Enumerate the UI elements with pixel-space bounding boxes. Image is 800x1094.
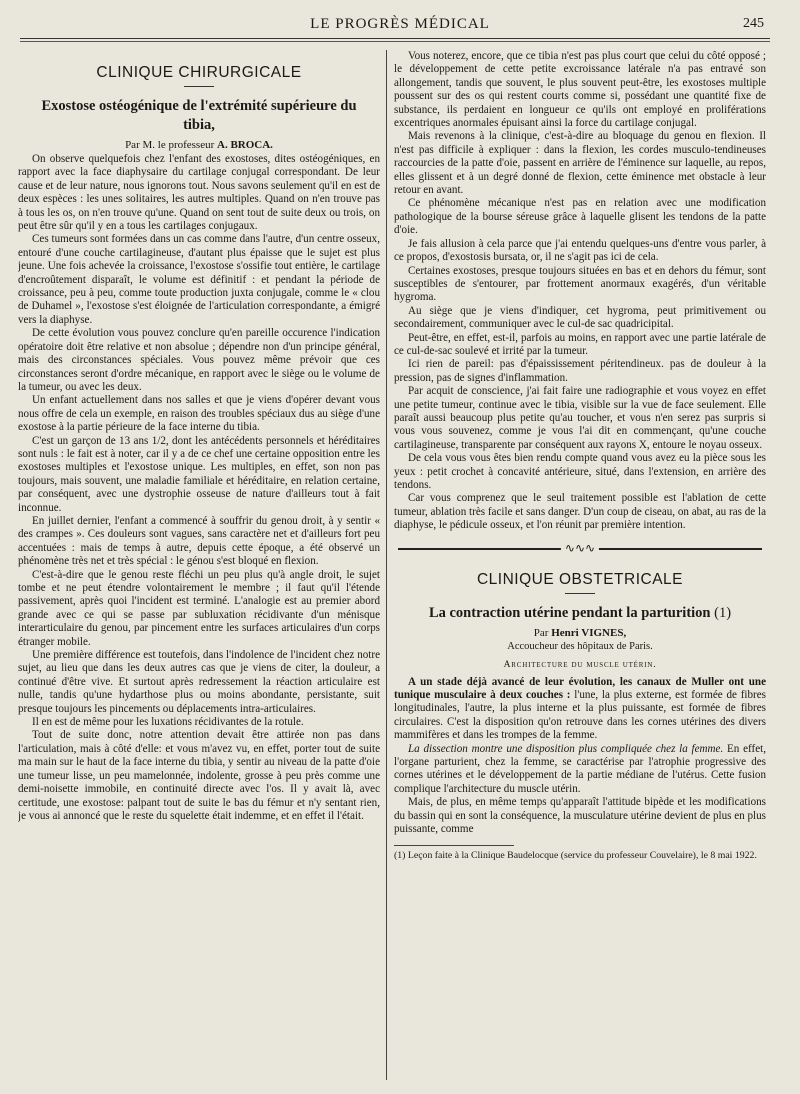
lead-rest: l'une, la plus externe, est formée de fibres longitudinales, l'autre, la plus interne et la plus puissante, est formée de fibres circulaires. C'est la disposition qu'on retrouve dans les cornes utérines des divers mammifères et dans les trompes de la femme.	[394, 689, 766, 742]
article-title-text: La contraction utérine pendant la parturition	[428, 604, 711, 621]
column-divider	[386, 50, 387, 1080]
footnote: (1) Leçon faite à la Clinique Baudelocque (service du professeur Couvelaire), le 8 mai 1922.	[394, 849, 757, 861]
byline-prefix: Par M. le professeur	[125, 139, 215, 151]
section-rule	[565, 593, 595, 594]
italic-rest: En effet, l'organe parturient, chez la femme, se caractérise par l'atrophie progressive des cornes utérines et le développement de la partie médiane de l'utérus. Cette fusion complique l'architecture du muscle utérin.	[394, 742, 766, 795]
byline-vignes	[394, 627, 766, 639]
page-number: 245	[743, 16, 764, 31]
byline-broca	[18, 139, 380, 151]
article-body-left	[18, 153, 380, 823]
author-name: A. BROCA.	[217, 139, 273, 151]
footnote-rule	[394, 845, 514, 846]
paragraph	[394, 743, 766, 797]
paragraph: C'est-à-dire que le genou reste fléchi un peu plus qu'à angle droit, le sujet tombe et ne peut étendre volontairement le membre ; il faut qu'il l'étende passivement, après quoi l'incident est terminé. L'analogie est au premier abord grande avec ce qui se passe par subluxation récidivante d'un ménisque interarticulaire du genou, par pincement entre les surfaces articulaires d'un corps étranger mobile.	[18, 568, 380, 648]
header-rule	[20, 38, 770, 39]
paragraph: Au siège que je viens d'indiquer, cet hygroma, peut primitivement ou secondairement, communiquer avec le cul-de sac quadricipital.	[394, 304, 766, 331]
paragraph: Par acquit de conscience, j'ai fait faire une radiographie et vous voyez en effet une petite tumeur, continue avec le tibia, visible sur la vue de face seulement. Elle paraît aussi beaucoup plus petite qu'au toucher, et vous n'en serez pas surpris si vous vous souvenez, comme je vous l'ai dit en commençant, qu'une couche cartilagineuse, transparente par conséquent aux rayons X, entoure le noyau osseux.	[394, 385, 766, 451]
paragraph: Ces tumeurs sont formées dans un cas comme dans l'autre, d'un centre osseux, entouré d'une couche cartilagineuse, d'autant plus épaisse que le sujet est plus jeune. Une fois achevée la croissance, l'exostose s'ossifie tout entière, le cartilage d'encroûtement disparaît, le volume est définitif : et pendant la période de croissance, peu à peu, comme toute production juxta conjugale, comme le « clou de Duhamel », l'exostose s'est éloignée de l'articulation correspondante, a émigré vers la diaphyse.	[18, 233, 380, 326]
italic-lead: La dissection montre une disposition plus compliquée chez la femme.	[408, 742, 724, 755]
paragraph: On observe quelquefois chez l'enfant des exostoses, dites ostéogéniques, en rapport avec la face diaphysaire du cartilage conjugal correspondant. De leur cause et de leur nature, nous ignorons tout. Nous savons seulement qu'il en est de deux espèces : les unes solitaires, les autres multiples. Quand on n'en trouve pas à tous les os, on n'en trouve qu'une. Quand on sent tout de suite deux ou trois, on peut être sûr qu'il y en a tous les cartilages conjugaux.	[18, 153, 380, 233]
paragraph: Ce phénomène mécanique n'est pas en relation avec une modification pathologique de la bourse séreuse grâce à laquelle glisent les tendons de la patte d'oie.	[394, 197, 766, 237]
section-heading-chirurgicale: CLINIQUE CHIRURGICALE	[96, 64, 302, 81]
paragraph: En juillet dernier, l'enfant a commencé à souffrir du genou droit, à y sentir « des crampes ». Ces douleurs sont vagues, sans caractère net et d'ailleurs fort peu accentuées : mais de temps à autre, depuis cette époque, a été observé un phénomène très net et très spécial : le génou s'est bloqué en flexion.	[18, 514, 380, 568]
paragraph: Mais revenons à la clinique, c'est-à-dire au bloquage du genou en flexion. Il n'est pas difficile à expliquer : dans la flexion, les cordes musculo-tendineuses raccourcies de la patte d'oie, passent en arrière de l'éminence sur laquelle, au repos, elles glissent et à un degré donné de flexion, cette éminence met obstacle à leur retour en avant.	[394, 130, 766, 197]
subsection-heading: Architecture du muscle utérin.	[503, 659, 657, 670]
byline-prefix: Par	[533, 626, 549, 639]
swash-ornament-icon: ∿∿∿	[561, 541, 599, 556]
journal-title: LE PROGRÈS MÉDICAL	[310, 16, 490, 32]
footnote-marker: (1)	[714, 604, 732, 621]
section-rule	[184, 86, 214, 87]
paragraph: Mais, de plus, en même temps qu'apparaît l'attitude bipède et les modifications du bassin qui en sont la conséquence, la musculature utérine devient de plus en plus puissante, comme	[394, 796, 766, 836]
paragraph: Peut-être, en effet, est-il, parfois au moins, en rapport avec une partie latérale de ce cul-de-sac soulevé et irrité par la tumeur.	[394, 331, 766, 357]
paragraph: Il en est de même pour les luxations récidivantes de la rotule.	[32, 716, 304, 729]
paragraph: C'est un garçon de 13 ans 1/2, dont les antécédents personnels et héréditaires sont nuls : le fait est à noter, car il y a de ce chef une certaine opposition entre les exostoses multiples et l'exostose unique. Les multiples, en effet, son non pas toujours, mais souvent, une maladie familiale et héréditaire, en relation certaine, par conséquent, avec une dystrophie osseuse de nature d'ailleurs tout à fait inconnue.	[18, 434, 380, 514]
paragraph: Car vous comprenez que le seul traitement possible est l'ablation de cette tumeur, ablation très facile et sans danger. D'un coup de ciseau, on abat, au ras de la diaphyse, le pédicule osseux, et l'on réunit par première intention.	[394, 492, 766, 532]
paragraph: Une première différence est toutefois, dans l'indolence de l'incident chez notre sujet, au lieu que dans les deux autres cas que je viens de citer, la douleur, a continué d'être vive. Et surtout après redressement la réaction articulaire est nulle, tandis qu'une hydarthose plus ou moins abondante, persistante, suit presque toujours les pincements ou déplacements intra-articulaires.	[18, 649, 380, 715]
section-heading-obstetricale: CLINIQUE OBSTETRICALE	[476, 570, 683, 588]
author-affiliation: Accoucheur des hôpitaux de Paris.	[507, 640, 653, 652]
paragraph: Tout de suite donc, notre attention devait être attirée non pas dans l'articulation, mais à côté d'elle: et vous m'avez vu, en effet, porter tout de suite ma main sur le haut de la face interne du tibia, y sentir au niveau de la patte d'oie une tumeur lisse, un peu mamelonnée, indolente, grosse à peu près comme une demi-noisette immobile, en continuité directe avec l'os. Il y avait là, avec certitude, une exostose: palpant tout de suite le bas du fémur et n'y sentant rien, je vous ai annoncé que le reste du squelette était indemme, et en effet il l'était.	[18, 729, 380, 822]
bold-lead: A un stade déjà avancé de leur évolution, les canaux de Muller ont une tunique musculaire à deux couches :	[394, 675, 766, 702]
article-title-contraction	[400, 604, 760, 623]
right-column	[394, 50, 766, 1080]
header-rule-thin	[20, 41, 770, 42]
paragraph	[394, 676, 766, 743]
ornamental-divider	[398, 541, 762, 557]
left-column	[18, 50, 380, 1080]
paragraph: De cela vous vous êtes bien rendu compte quand vous avez eu la pièce sous les yeux : petit crochet à concavité antérieure, situé, dans l'extension, en arrière des tendons.	[394, 452, 766, 491]
article-title-exostose: Exostose ostéogénique de l'extrémité supérieure du tibia,	[41, 98, 357, 133]
paragraph: Un enfant actuellement dans nos salles et que je viens d'opérer devant vous nous offre de cela un exemple, en raison des troubles spéciaux dus au siège d'une exostose à la partie périeure de la face interne du tibia.	[18, 394, 380, 434]
paragraph: Certaines exostoses, presque toujours situées en bas et en dehors du fémur, sont susceptibles de s'entourer, par frottement anormaux exagérés, d'un véritable hygroma.	[394, 264, 766, 304]
article-body-right-continued	[394, 50, 766, 533]
paragraph: De cette évolution vous pouvez conclure qu'en pareille occurence l'indication opératoire doit être relative et non absolue ; dépendre non d'un principe général, mais des circonstances spéciales. Vous pouvez même prévoir que ces circonstances seront d'ordre mécanique, en rapport avec le siège ou le volume de la tumeur, ou avec les deux.	[18, 327, 380, 393]
paragraph: Ici rien de pareil: pas d'épaississement péritendineux. pas de douleur à la pression, pas de signes d'inflammation.	[394, 358, 766, 384]
running-head	[0, 14, 800, 36]
paragraph: Je fais allusion à cela parce que j'ai entendu quelques-uns d'entre vous parler, à ce propos, d'exostosis bursata, or, il ne s'agit pas ici de cela.	[394, 237, 766, 264]
paragraph: Vous noterez, encore, que ce tibia n'est pas plus court que celui du côté opposé ; le développement de cette petite excroissance latérale n'a pas entravé son allongement, tandis que souvent, le plus souvent peut-être, les exostoses multiple poussent sur des os qui restent courts comme si, possédant une quantité fixe de substance, ils perdaient en longueur ce qu'ils ont employé en proliférations excentriques anormales épuisant ainsi la force du cartilage conjugal.	[394, 50, 766, 130]
author-name: Henri VIGNES,	[551, 626, 627, 639]
